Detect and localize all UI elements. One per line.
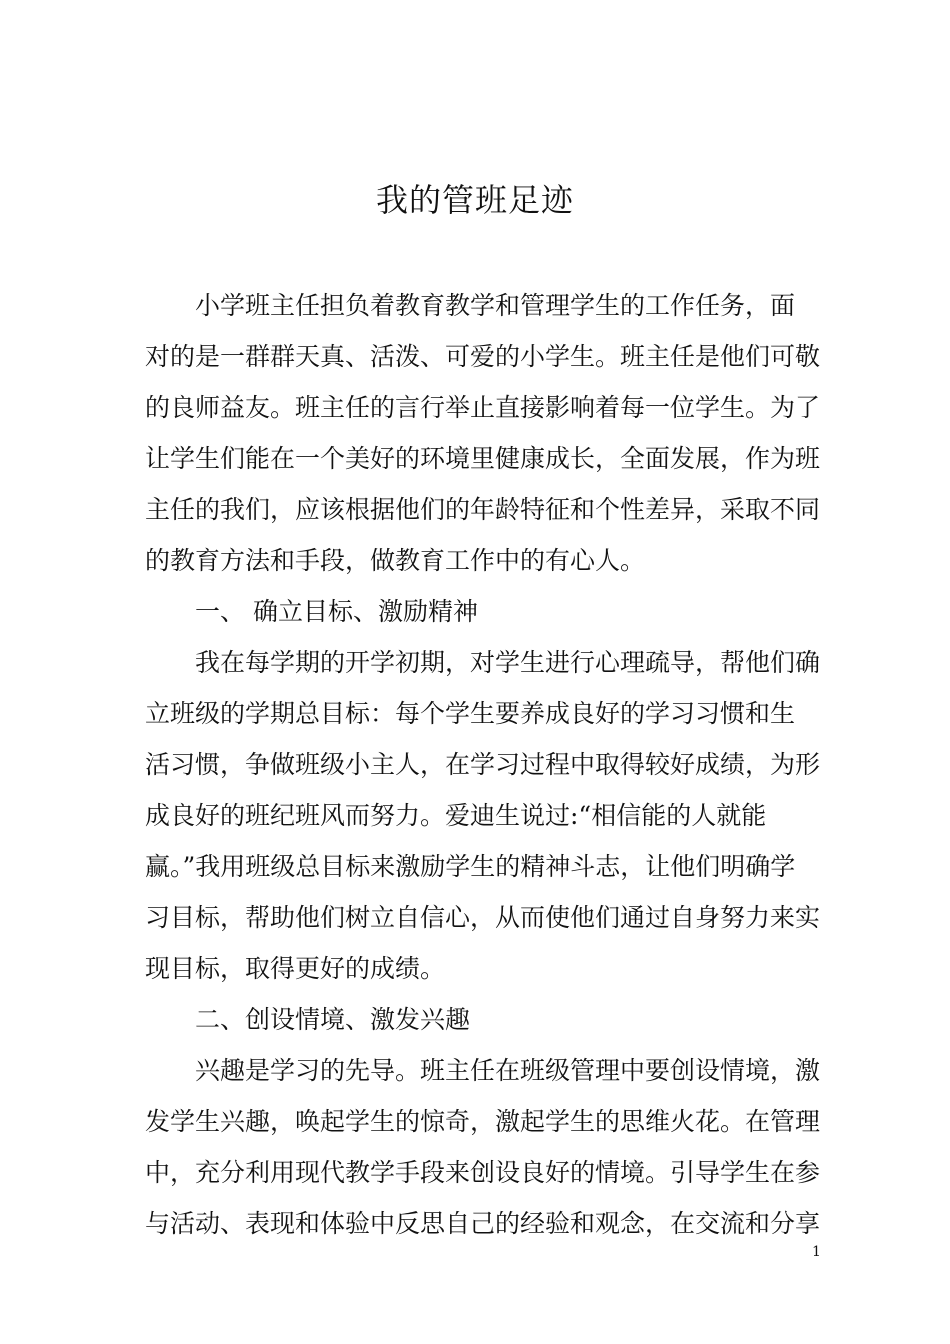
text-line: 兴趣是学习的先导。班主任在班级管理中要创设情境，激 <box>195 1056 821 1085</box>
text-line: 中，充分利用现代教学手段来创设良好的情境。引导学生在参 <box>145 1158 821 1187</box>
text-line: 我在每学期的开学初期，对学生进行心理疏导，帮他们确 <box>195 648 821 677</box>
text-line: 二、创设情境、激发兴趣 <box>195 1005 471 1034</box>
text-line: 一、 确立目标、激励精神 <box>195 597 478 626</box>
text-line: 立班级的学期总目标：每个学生要养成良好的学习习惯和生 <box>145 699 796 728</box>
text-line: 的良师益友。班主任的言行举止直接影响着每一位学生。为了 <box>145 393 821 422</box>
text-line: 成良好的班纪班风而努力。爱迪生说过:“相信能的人就能 <box>145 801 767 830</box>
page-number: 1 <box>812 1244 821 1260</box>
document-body <box>145 280 825 1249</box>
text-line: 习目标，帮助他们树立自信心，从而使他们通过自身努力来实 <box>145 903 821 932</box>
text-line: 对的是一群群天真、活泼、可爱的小学生。班主任是他们可敬 <box>145 342 821 371</box>
text-line: 与活动、表现和体验中反思自己的经验和观念，在交流和分享 <box>145 1209 821 1238</box>
text-line: 赢。”我用班级总目标来激励学生的精神斗志，让他们明确学 <box>145 852 796 881</box>
text-line: 让学生们能在一个美好的环境里健康成长，全面发展，作为班 <box>145 444 821 473</box>
text-line: 主任的我们，应该根据他们的年龄特征和个性差异，采取不同 <box>145 495 821 524</box>
text-line: 发学生兴趣，唤起学生的惊奇，激起学生的思维火花。在管理 <box>145 1107 821 1136</box>
document-title: 我的管班足迹 <box>375 181 574 219</box>
text-line: 活习惯，争做班级小主人，在学习过程中取得较好成绩，为形 <box>145 750 821 779</box>
text-line: 的教育方法和手段，做教育工作中的有心人。 <box>145 546 646 575</box>
text-line: 现目标，取得更好的成绩。 <box>145 954 446 983</box>
text-line: 小学班主任担负着教育教学和管理学生的工作任务，面 <box>195 291 796 320</box>
